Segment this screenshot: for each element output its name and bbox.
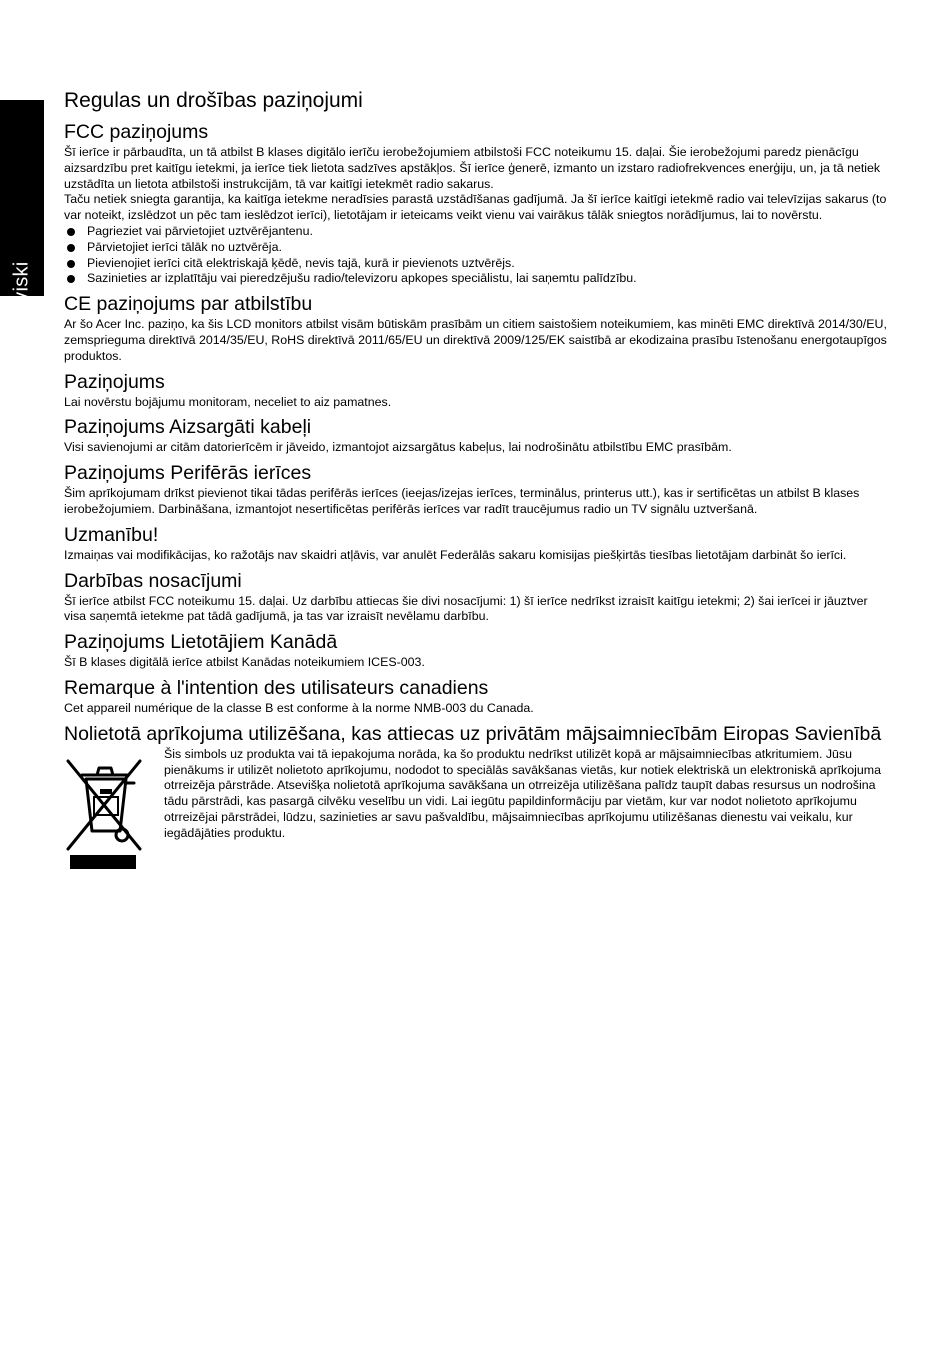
list-item: Pievienojiet ierīci citā elektriskajā ķēdē, nevis tajā, kurā ir pievienots uztvērējs. (64, 256, 888, 272)
canada-users-section (64, 630, 888, 671)
weee-row (64, 747, 888, 876)
fcc-section (64, 120, 888, 287)
notice-text: Lai novērstu bojājumu monitoram, neceliet to aiz pamatnes. (64, 394, 392, 409)
weee-section (64, 722, 888, 876)
shielded-cables-heading: Paziņojums Aizsargāti kabeļi (64, 416, 312, 439)
list-item: Sazinieties ar izplatītāju vai pieredzējušu radio/televizoru apkopes speciālistu, lai saņemtu palīdzību. (64, 271, 888, 287)
canada-french-text: Cet appareil numérique de la classe B est conforme à la norme NMB-003 du Canada. (64, 700, 534, 715)
notice-heading: Paziņojums (64, 370, 165, 393)
ce-text: Ar šo Acer Inc. paziņo, ka šis LCD monitors atbilst visām būtiskām prasībām un citiem saistošiem noteikumiem, kas minēti EMC direktīvā 2014/30/EU, zemsprieguma direktīvā 2014/35/EU, RoHS direktīvā 2011/65/EU un direktīvā 2009/125/EK saistībā ar ekodizaina prasību īstenošanu energotaupīgos produktos. (64, 317, 887, 363)
shielded-cables-section (64, 415, 888, 456)
list-item: Pagrieziet vai pārvietojiet uztvērējantenu. (64, 224, 888, 240)
operating-conditions-text: Šī ierīce atbilst FCC noteikumu 15. daļai. Uz darbību attiecas šie divi nosacījumi: 1) šī ierīce nedrīkst izraisīt kaitīgu ietekmi; 2) šai ierīcei ir jāuztver visa saņemtā ietekme pat tādā gadījumā, ja tas var izraisīt nevēlamu darbību. (64, 593, 868, 624)
canada-french-section (64, 676, 888, 717)
ce-section (64, 292, 888, 364)
canada-french-heading: Remarque à l'intention des utilisateurs canadiens (64, 676, 489, 699)
caution-text: Izmaiņas vai modifikācijas, ko ražotājs nav skaidri atļāvis, var anulēt Federālās sakaru komisijas piešķirtās tiesības lietotājam darbināt šo ierīci. (64, 547, 847, 562)
caution-heading: Uzmanību! (64, 523, 159, 546)
peripherals-section (64, 461, 888, 518)
shielded-cables-text: Visi savienojumi ar citām datorierīcēm ir jāveido, izmantojot aizsargātus kabeļus, lai nodrošinātu atbilstību EMC prasībām. (64, 440, 732, 455)
language-side-tab (0, 100, 44, 331)
fcc-paragraph-2: Taču netiek sniegta garantija, ka kaitīga ietekme neradīsies parastā uzstādīšanas gadījumā. Ja šī ierīce kaitīgi ietekmē radio vai televīzijas sakarus (to var noteikt, izslēdzot un pēc tam ieslēdzot ierīci), lietotājam ir ieteicams veikt vienu vai vairākus tālāk sniegtos norādījumus, lai to novērstu. (64, 192, 887, 223)
peripherals-heading: Paziņojums Perifērās ierīces (64, 462, 312, 485)
notice-section (64, 370, 888, 411)
weee-symbol (64, 747, 164, 876)
canada-users-text: Šī B klases digitālā ierīce atbilst Kanādas noteikumiem ICES-003. (64, 655, 425, 670)
peripherals-text: Šim aprīkojumam drīkst pievienot tikai tādas perifērās ierīces (ieejas/izejas ierīces, terminālus, printerus utt.), kas ir sertificētas un atbilst B klases ierobežojumiem. Darbināšana, izmantojot nesertificētas perifērās ierīces var radīt traucējumus radio un TV signālu uztveršanā. (64, 486, 860, 516)
crossed-out-wheelie-bin-icon (64, 753, 144, 871)
operating-conditions-section (64, 569, 888, 626)
fcc-measures-list (64, 224, 888, 287)
list-item: Pārvietojiet ierīci tālāk no uztvērēja. (64, 240, 888, 256)
page-title: Regulas un drošības paziņojumi (64, 89, 363, 112)
fcc-paragraph-1: Šī ierīce ir pārbaudīta, un tā atbilst B klases digitālo ierīču ierobežojumiem atbilstoši FCC noteikumu 15. daļai. Šie ierobežojumi paredz pienācīgu aizsardzību pret kaitīgu ietekmi, ja ierīce tiek lietota sadzīves apstākļos. Šī ierīce ģenerē, izmanto un izstaro radiofrekvences enerģiju, un, ja tā netiek uzstādīta un lietota atbilstoši instrukcijām, tā var kaitīgi ietekmēt radio sakarus. (64, 145, 881, 191)
ce-heading: CE paziņojums par atbilstību (64, 293, 313, 316)
weee-heading: Nolietotā aprīkojuma utilizēšana, kas attiecas uz privātām mājsaimniecībām Eiropas Savienībā (64, 722, 882, 745)
fcc-heading: FCC paziņojums (64, 121, 209, 143)
weee-text: Šis simbols uz produkta vai tā iepakojuma norāda, ka šo produktu nedrīkst utilizēt kopā ar mājsaimniecības atkritumiem. Jūsu pienākums ir utilizēt nolietoto aprīkojumu, nododot to speciālās savākšanas vietās, kur notiek elektriskā un elektroniskā aprīkojuma otrreizēja pārstrāde. Atsevišķa nolietotā aprīkojuma savākšana un otrreizēja utilizēšana palīdz taupīt dabas resursus un nodrošina tādu pārstrādi, kas pasargā cilvēku veselību un vidi. Lai iegūtu papildinformāciju par vietām, kur var nodot nolietoto aprīkojumu otrreizējai pārstrādei, lūdzu, sazinieties ar savu pašvaldību, mājsaimniecības aprīkojumu utilizēšanas dienestu vai veikalu, kur iegādājāties produktu. (164, 746, 881, 840)
caution-section (64, 523, 888, 564)
weee-text-block (164, 747, 888, 842)
canada-users-heading: Paziņojums Lietotājiem Kanādā (64, 631, 338, 654)
operating-conditions-heading: Darbības nosacījumi (64, 569, 242, 592)
language-tab-label: Latviski (10, 261, 33, 331)
document-content (64, 88, 888, 881)
